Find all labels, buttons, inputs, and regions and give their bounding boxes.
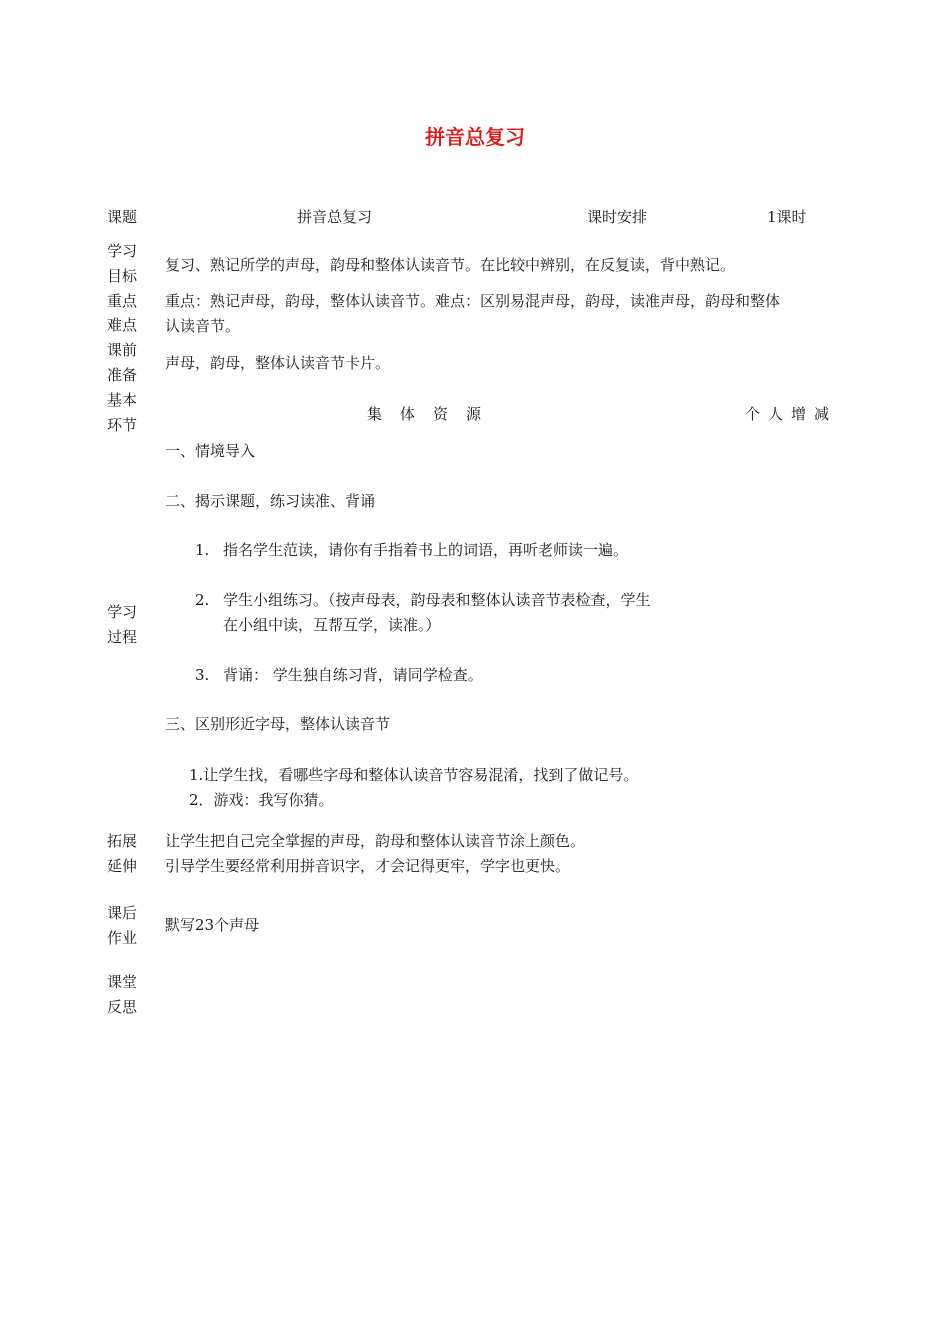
prep-text: 声母，韵母，整体认读音节卡片。 xyxy=(165,354,391,372)
item-1-number: 1. xyxy=(195,541,210,559)
extend-text-line-2: 引导学生要经常利用拼音识字，才会记得更牢，学字也更快。 xyxy=(165,857,571,875)
key-text-line-2: 认读音节。 xyxy=(165,317,241,335)
label-extend-2: 延伸 xyxy=(107,857,138,875)
label-prep: 准备 xyxy=(107,366,138,384)
label-extend-1: 拓展 xyxy=(107,832,138,850)
item-2-text-line-2: 在小组中读，互帮互学，读准。） xyxy=(223,616,441,634)
sub-item-1: 1.让学生找，看哪些字母和整体认读音节容易混淆，找到了做记号。 xyxy=(189,766,639,784)
label-basic: 基本 xyxy=(107,391,138,409)
label-difficult: 难点 xyxy=(107,316,138,334)
label-homework-2: 作业 xyxy=(107,929,138,947)
label-key: 重点 xyxy=(107,292,138,310)
item-3-number: 3. xyxy=(195,666,210,684)
topic-label: 课题 xyxy=(107,208,138,226)
item-2-text-line-1: 学生小组练习。（按声母表，韵母表和整体认读音节表检查，学生 xyxy=(223,591,651,609)
goal-text: 复习、熟记所学的声母，韵母和整体认读音节。在比较中辨别，在反复读，背中熟记。 xyxy=(165,256,736,274)
label-homework-1: 课后 xyxy=(107,904,138,922)
sub-item-2: 2．游戏：我写你猜。 xyxy=(189,791,334,809)
homework-text: 默写23个声母 xyxy=(165,916,260,934)
label-process-2: 过程 xyxy=(107,628,138,646)
label-section: 环节 xyxy=(107,416,138,434)
label-study: 学习 xyxy=(107,242,138,260)
label-goal: 目标 xyxy=(107,267,138,285)
step-2: 二、揭示课题，练习读准、背诵 xyxy=(165,492,376,510)
label-pre: 课前 xyxy=(107,341,138,359)
schedule-value: 1课时 xyxy=(767,208,807,226)
schedule-label: 课时安排 xyxy=(587,208,648,226)
step-3: 三、区别形近字母，整体认读音节 xyxy=(165,715,391,733)
step-1: 一、情境导入 xyxy=(165,442,256,460)
personal-adjust-heading: 个人增减 xyxy=(745,405,838,423)
page-title: 拼音总复习 xyxy=(425,125,525,149)
topic-value: 拼音总复习 xyxy=(297,208,373,226)
item-2-number: 2. xyxy=(195,591,210,609)
collective-resource-heading: 集体资源 xyxy=(367,405,500,423)
item-3-text: 背诵： 学生独自练习背，请同学检查。 xyxy=(223,666,483,684)
label-reflect-2: 反思 xyxy=(107,998,138,1016)
item-1-text: 指名学生范读，请你有手指着书上的词语，再听老师读一遍。 xyxy=(223,541,629,559)
extend-text-line-1: 让学生把自己完全掌握的声母，韵母和整体认读音节涂上颜色。 xyxy=(165,832,586,850)
key-text-line-1: 重点：熟记声母，韵母，整体认读音节。难点：区别易混声母，韵母，读准声母，韵母和整体 xyxy=(165,292,781,310)
label-reflect-1: 课堂 xyxy=(107,973,138,991)
label-process-1: 学习 xyxy=(107,603,138,621)
